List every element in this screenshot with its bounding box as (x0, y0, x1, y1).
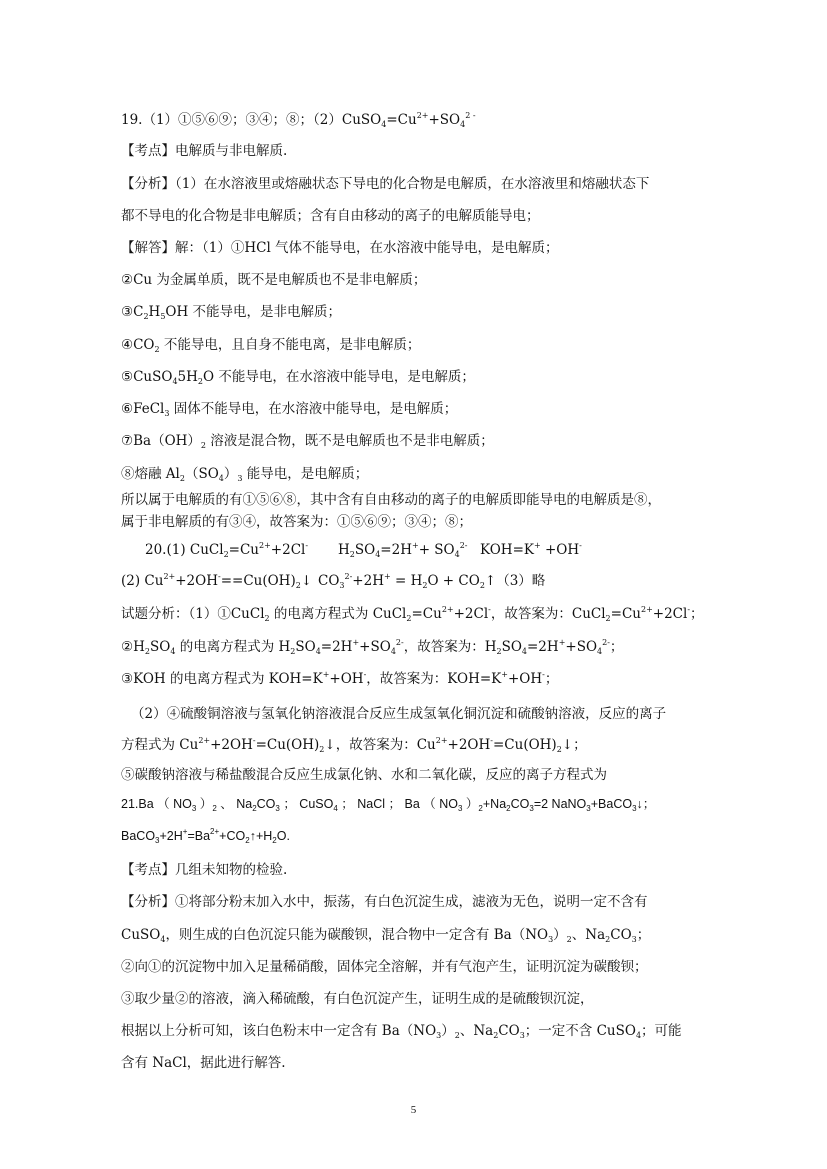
q21-fenxi-line3: ②向①的沉淀物中加入足量稀硝酸，固体完全溶解，并有气泡产生，证明沉淀为碳酸钡； (121, 959, 648, 975)
q19-item-6: ⑥FeCl$_3$ 固体不能导电，在水溶液中能导电，是电解质； (121, 401, 458, 418)
q21-fenxi-line1: 【分析】①将部分粉末加入水中，振荡，有白色沉淀生成，滤液为无色，说明一定不含有 (121, 894, 648, 910)
q21-fenxi-line6: 含有 NaCl，据此进行解答. (121, 1055, 286, 1071)
q19-item-4: $④CO_2$ 不能导电，且自身不能电离，是非电解质； (121, 337, 421, 354)
q19-answer: 19.（1）①⑤⑥⑨；③④；⑧；$(2)CuSO_4=Cu^{2+}+SO_4^{2 -}$ (121, 111, 476, 129)
page-number: 5 (410, 1104, 417, 1116)
q21-fenxi-line5: 根据以上分析可知，该白色粉末中一定含有 $Ba(NO_3)_2$、$Na_2CO_3$；一定不含 CuSO$_4$；可能 (121, 1023, 682, 1040)
q20-analysis-5: 方程式为 $Cu^{2+}+2OH^-=Cu(OH)_2↓$，故答案为：$Cu^{2+}+2OH^-=Cu(OH)_2↓$； (121, 736, 587, 754)
q20-analysis-4: （2）④硫酸铜溶液与氢氧化钠溶液混合反应生成氢氧化铜沉淀和硫酸钠溶液，反应的离子 (131, 706, 667, 722)
q20-equation-h2so4: $H_2SO_4=2H^++ SO_4^{2-}$ (338, 541, 468, 559)
q20-analysis-6: ⑤碳酸钠溶液与稀盐酸混合反应生成氯化钠、水和二氧化碳，反应的离子方程式为 (121, 767, 607, 783)
q20-equation-koh: KOH=K+ +OH- (480, 541, 582, 558)
q21-fenxi-line4: ③取少量②的溶液，滴入稀硫酸，有白色沉淀产生，证明生成的是硫酸钡沉淀， (121, 991, 594, 1007)
q21-kaodian: 【考点】几组未知物的检验. (121, 862, 288, 878)
q20-analysis-1: 试题分析：（1）①CuCl$_2$ 的电离方程式为 $CuCl_2=Cu^{2+}+2Cl^-$，故答案为：$CuCl_2=Cu^{2+}+2Cl^-$； (121, 605, 704, 623)
q19-item-8: ⑧熔融 $Al_2(SO_4)_3$ 能导电，是电解质； (121, 466, 369, 483)
q19-item-3: $③C_2H_5OH$ 不能导电，是非电解质； (121, 304, 342, 321)
q20-analysis-3: ③KOH 的电离方程式为 KOH=K++OH-，故答案为：KOH=K++OH-； (121, 670, 559, 687)
q20-equation-cucl2: 20.(1) $CuCl_2=Cu^{2+}+2Cl^-$ (145, 541, 309, 559)
q21-answer-line2: $BaCO_3+2H^+=Ba^{2+}+CO_2↑+H_2O$. (121, 827, 290, 845)
q19-summary-line2: 属于非电解质的有③④，故答案为：①⑤⑥⑨；③④；⑧； (121, 514, 472, 530)
q19-summary-line1: 所以属于电解质的有①⑤⑥⑧，其中含有自由移动的离子的电解质即能导电的电解质是⑧， (121, 492, 661, 508)
q21-answer-line1: 21.Ba （ $NO_3$ ）$_2$ 、 $Na_2CO_3$ ； CuSO$_4$ ； NaCl ； Ba （ $NO_3$ ）$_2+Na_2CO_3=2$ NaNO$_3$+BaCO$_3$↓； (121, 797, 656, 813)
q19-fenxi-line2: 都不导电的化合物是非电解质；含有自由移动的离子的电解质能导电； (121, 208, 540, 224)
q21-fenxi-line2: CuSO$_4$，则生成的白色沉淀只能为碳酸钡，混合物中一定含有 $Ba(NO_3)_2$、$Na_2CO_3$； (121, 927, 651, 944)
q19-item-5: $⑤CuSO_45H_2O$ 不能导电，在水溶液中能导电，是电解质； (121, 369, 475, 386)
q19-fenxi-line1: 【分析】（1）在水溶液里或熔融状态下导电的化合物是电解质，在水溶液里和熔融状态下 (121, 176, 650, 192)
q20-analysis-2: $②H_2SO_4$ 的电离方程式为 $H_2SO_4=2H^++SO_4^{2-}$，故答案为：$H_2SO_4=2H^++SO_4^{2-}$； (121, 638, 624, 656)
q20-part2-cu: (2) $Cu^{2+}+2OH^-==Cu(OH)_2↓$ (121, 572, 313, 590)
q19-item-7: $⑦Ba(OH)_2$ 溶液是混合物，既不是电解质也不是非电解质； (121, 433, 494, 450)
q20-part2-co3: $CO_3^{2-}+2H^+ = H_2O$ + $CO_2↑(3)$略 (318, 572, 546, 590)
q19-kaodian: 【考点】电解质与非电解质. (121, 143, 288, 159)
q19-item-2: ②Cu 为金属单质，既不是电解质也不是非电解质； (121, 272, 427, 288)
q19-jieda: 【解答】解：（1）①HCl 气体不能导电，在水溶液中能导电，是电解质； (121, 240, 559, 256)
